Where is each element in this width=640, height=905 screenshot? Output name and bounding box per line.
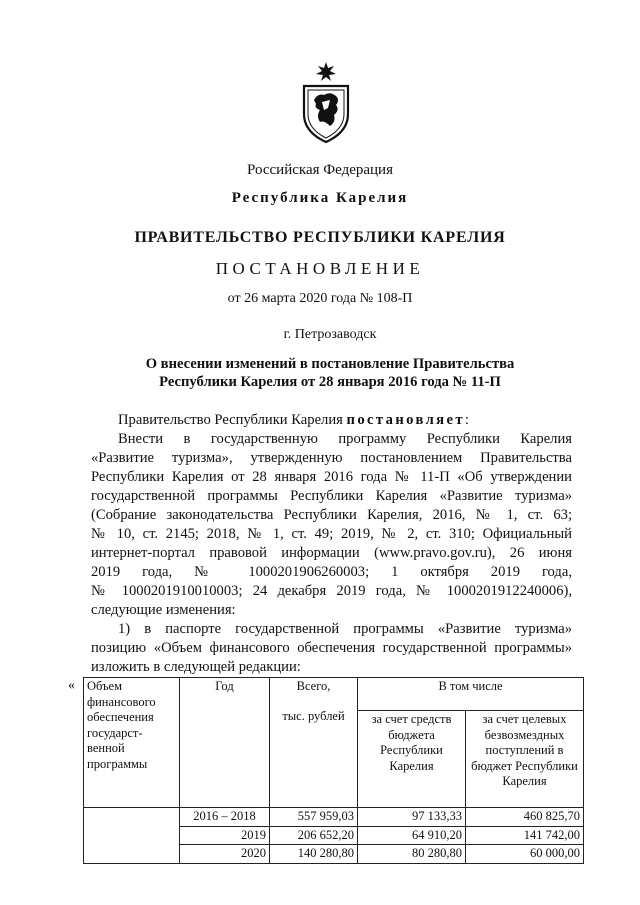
paragraph-line: № 10, ст. 2145; 2018, № 1, ст. 49; 2019, № 2, ст. 310; Официальный: [91, 526, 572, 542]
item-line: изложить в следующей редакции:: [91, 659, 301, 675]
paragraph-line: следующие изменения:: [91, 602, 236, 618]
total-label: Всего,: [296, 679, 331, 693]
cell-targeted: 60 000,00: [466, 845, 584, 864]
document-date-number: от 26 марта 2020 года № 108-П: [227, 291, 413, 306]
opening-quote-mark: «: [68, 678, 75, 693]
cell-targeted: 460 825,70: [466, 808, 584, 827]
country-name: Российская Федерация: [247, 162, 393, 178]
resolution-intro: [118, 411, 469, 430]
item-line: 1) в паспорте государственной программы «Развитие туризма»: [118, 621, 572, 637]
intro-suffix: :: [464, 412, 469, 428]
cell-targeted: 141 742,00: [466, 826, 584, 845]
paragraph-line: Внести в государственную программу Республики Карелия: [118, 431, 572, 447]
column-header-year: Год: [180, 678, 270, 808]
financing-table: [83, 677, 584, 864]
document-type: ПОСТАНОВЛЕНИЕ: [215, 259, 425, 278]
paragraph-line: Республики Карелия от 28 января 2016 года № 11-П «Об утверждении: [91, 469, 572, 485]
paragraph-line: 2019 года, № 1000201906260003; 1 октября 2019 года,: [91, 564, 572, 580]
document-title-line-1: О внесении изменений в постановление Правительства: [145, 356, 515, 372]
intro-keyword: постановляет: [346, 412, 465, 428]
table-row: [84, 808, 584, 827]
cell-budget: 64 910,20: [358, 826, 466, 845]
government-name: ПРАВИТЕЛЬСТВО РЕСПУБЛИКИ КАРЕЛИЯ: [134, 229, 506, 246]
item-line: позицию «Объем финансового обеспечения государственной программы»: [91, 640, 572, 656]
paragraph-line: государственной программы Республики Карелия «Развитие туризма»: [91, 488, 572, 504]
republic-name: Республика Карелия: [231, 190, 409, 206]
cell-year: 2019: [180, 826, 270, 845]
cell-total: 206 652,20: [270, 826, 358, 845]
cell-year: 2016 – 2018: [180, 808, 270, 827]
cell-total: 557 959,03: [270, 808, 358, 827]
column-header-budget: за счет средств бюджета Республики Карелия: [358, 711, 466, 808]
row-label-cell: Объем финансового обеспечения государст-венной программы: [84, 678, 180, 808]
document-title-line-2: Республики Карелия от 28 января 2016 года № 11-П: [159, 374, 501, 390]
column-header-total: [270, 678, 358, 808]
cell-budget: 80 280,80: [358, 845, 466, 864]
paragraph-line: «Развитие туризма», утвержденную постановлением Правительства: [91, 450, 572, 466]
cell-year: 2020: [180, 845, 270, 864]
city-name: г. Петрозаводск: [283, 327, 377, 342]
total-unit: тыс. рублей: [282, 708, 345, 723]
coat-of-arms-emblem: [296, 60, 356, 144]
empty-label-cell: [84, 808, 180, 864]
cell-budget: 97 133,33: [358, 808, 466, 827]
intro-prefix: Правительство Республики Карелия: [118, 412, 347, 428]
column-header-targeted: за счет целевых безвозмездных поступлений в бюджет Республики Карелия: [466, 711, 584, 808]
paragraph-line: (Собрание законодательства Республики Карелия, 2016, № 1, ст. 63;: [91, 507, 572, 523]
table-header-row: [84, 678, 584, 711]
paragraph-line: № 1000201910010003; 24 декабря 2019 года, № 1000201912240006),: [91, 583, 572, 599]
paragraph-line: интернет-портал правовой информации (www.pravo.gov.ru), 26 июня: [91, 545, 572, 561]
cell-total: 140 280,80: [270, 845, 358, 864]
column-header-including: В том числе: [358, 678, 584, 711]
